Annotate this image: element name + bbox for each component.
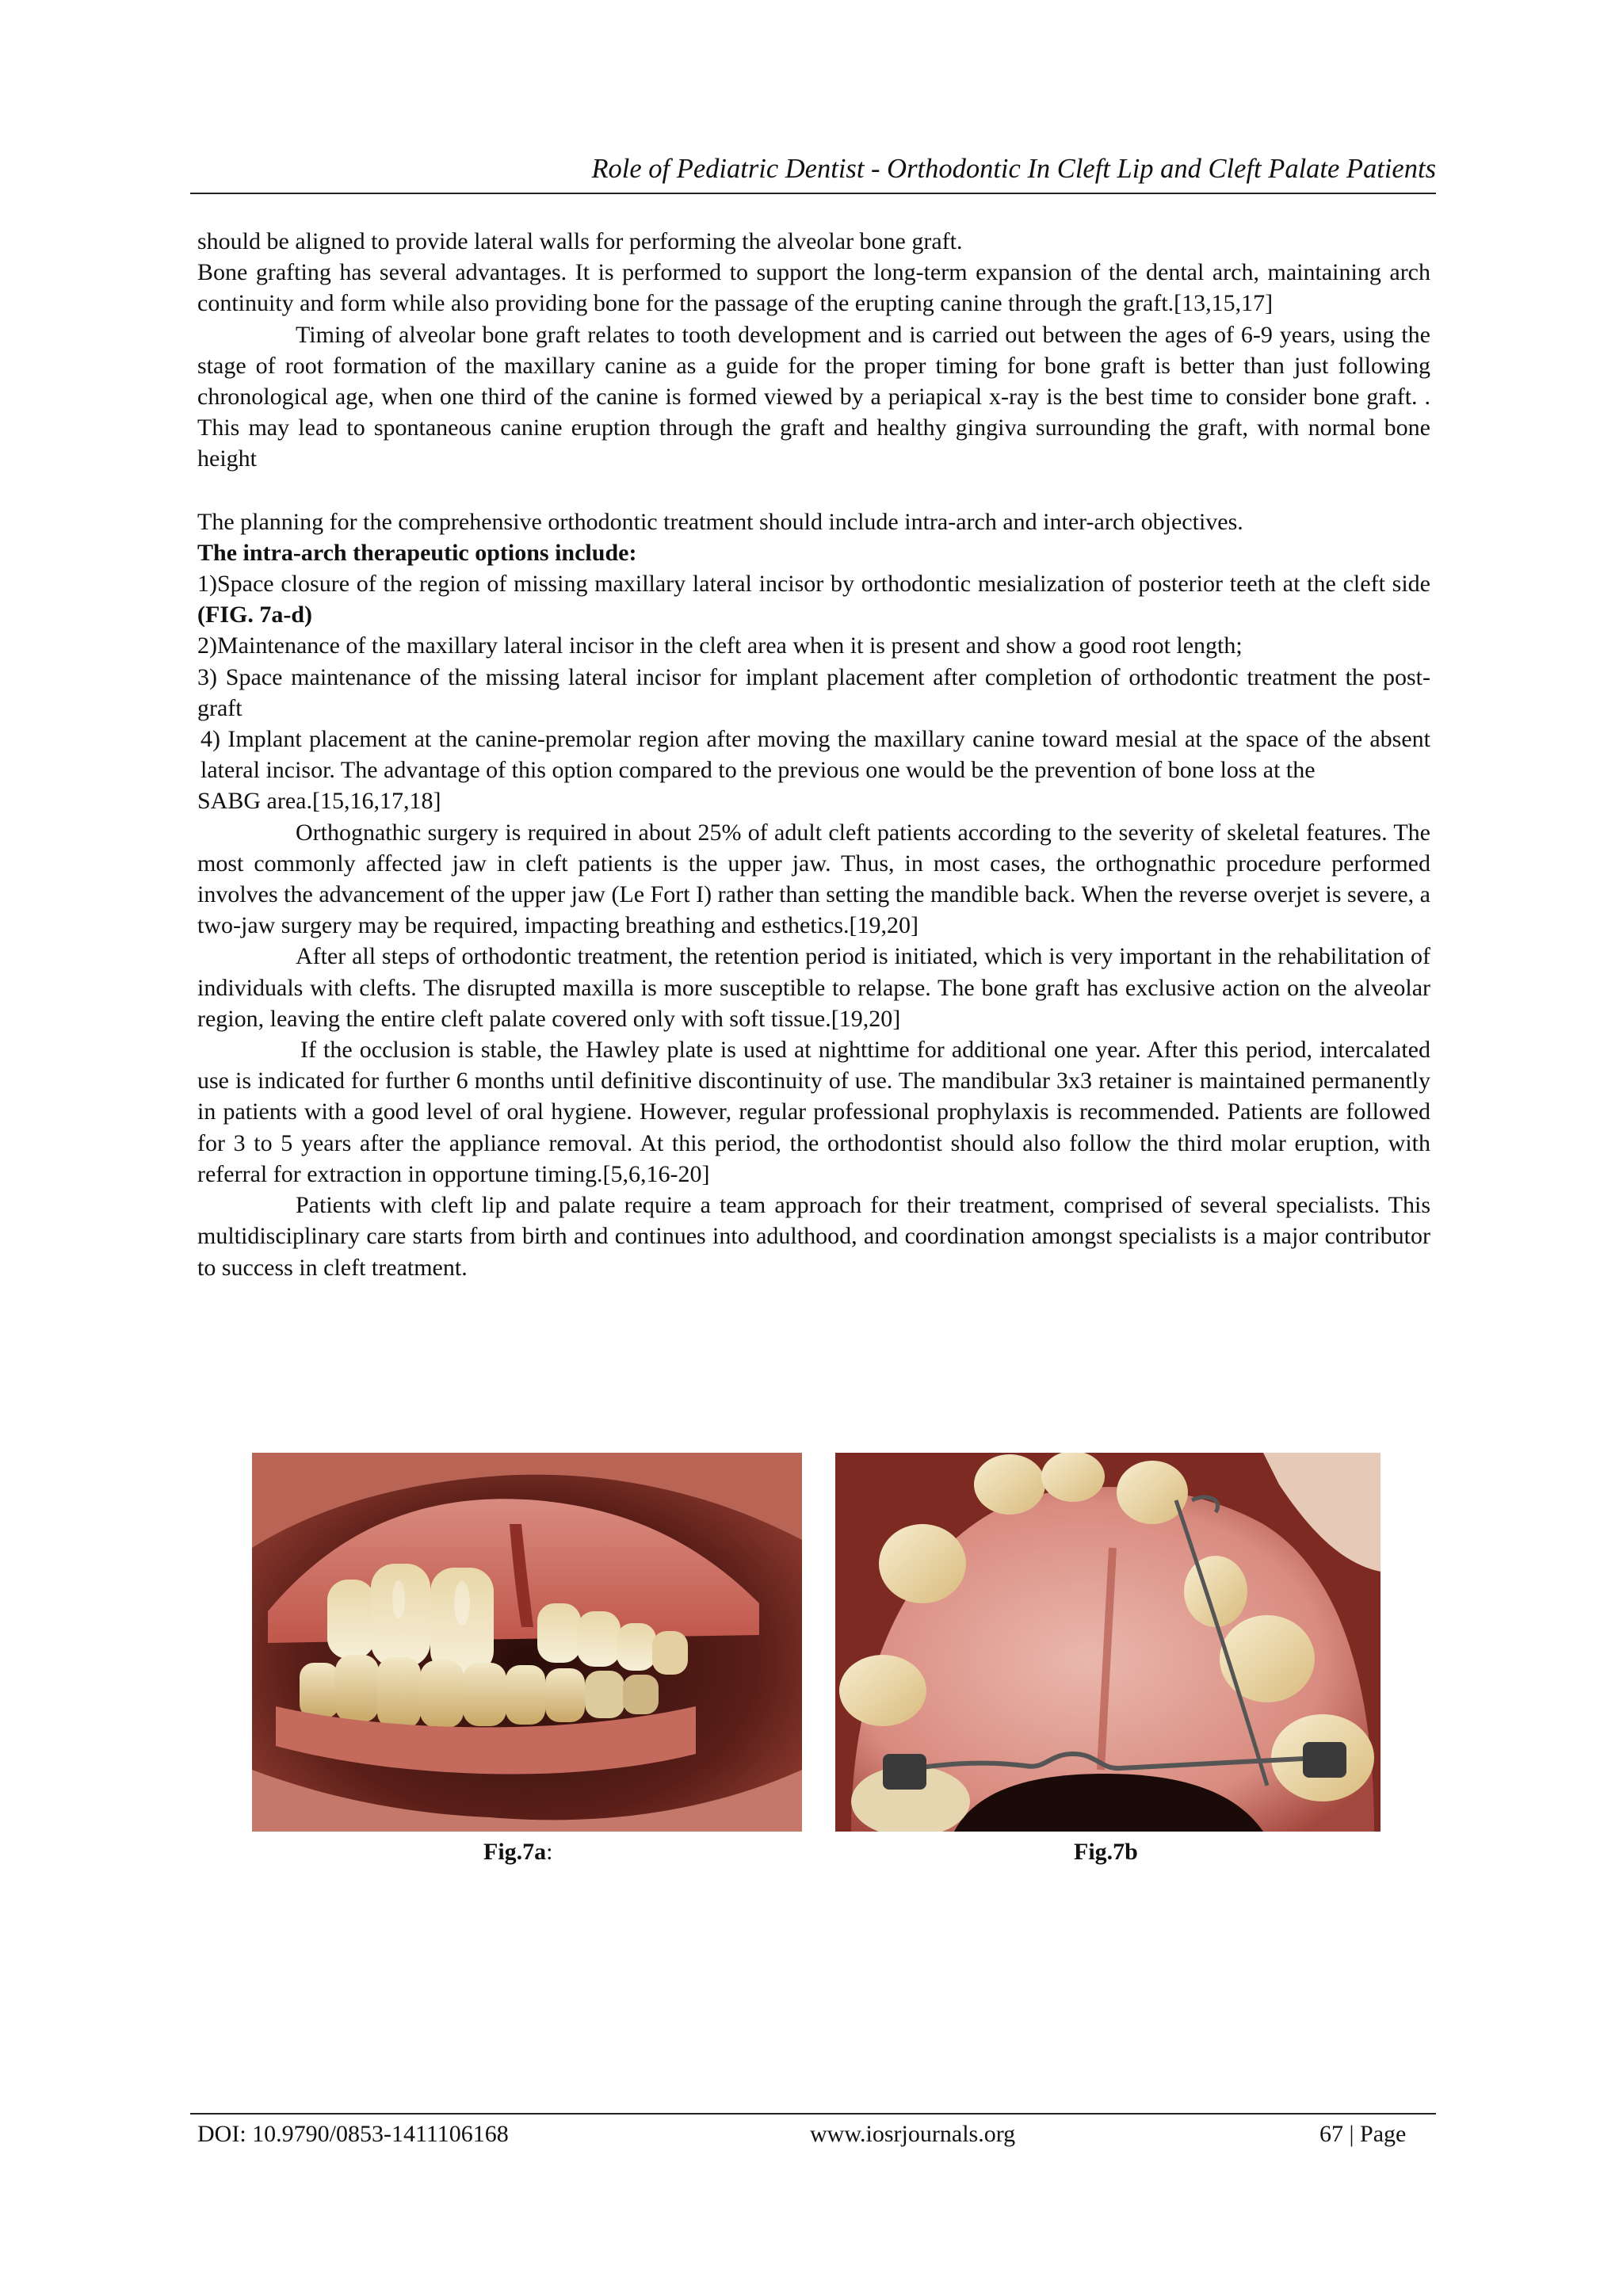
paragraph-graft-timing: Timing of alveolar bone graft relates to tooth development and is carried out between the ages of 6-9 years, using the stage of root formation of the maxillary canine as a guide for the proper timing for bone graft is better than just following chronological age, when one third of the canine is formed viewed by a periapical x-ray is the best time to consider bone graft. . This may lead to spontaneous canine eruption through the graft and healthy gingiva surrounding the graft, with normal bone height (197, 321, 1430, 472)
header-divider (190, 193, 1436, 194)
option-1-text: 1)Space closure of the region of missing maxillary lateral incisor by orthodontic mesialization of posterior teeth at the cleft side (197, 571, 1430, 598)
paragraph-retention: After all steps of orthodontic treatment, the retention period is initiated, which is very important in the rehabilitation of individuals with clefts. The disrupted maxilla is more susceptible to relapse. The bone graft has exclusive action on the alveolar region, leaving the entire cleft palate covered only with soft tissue.[19,20] (197, 943, 1430, 1032)
running-title: Role of Pediatric Dentist - Orthodontic In Cleft Lip and Cleft Palate Patients (591, 154, 1436, 184)
paragraph-team-approach: Patients with cleft lip and palate require a team approach for their treatment, comprised of several specialists. This multidisciplinary care starts from birth and continues into adulthood, and coordination amongst specialists is a major contributor to success in cleft treatment. (197, 1192, 1430, 1281)
option-2: 2)Maintenance of the maxillary lateral incisor in the cleft area when it is present and show a good root length; (197, 632, 1243, 659)
palatal-occlusal-photo (835, 1453, 1381, 1832)
option-4-continued: SABG area.[15,16,17,18] (197, 788, 441, 815)
paragraph-continuation: should be aligned to provide lateral walls for performing the alveolar bone graft. (197, 228, 963, 254)
footer-doi: DOI: 10.9790/0853-1411106168 (197, 2121, 509, 2147)
footer-divider (190, 2113, 1436, 2115)
figure-7a-caption (483, 1836, 553, 1868)
paragraph-hawley: If the occlusion is stable, the Hawley plate is used at nighttime for additional one year. After this period, intercalated use is indicated for further 6 months until definitive discontinuity of use. The mandibular 3x3 retainer is maintained permanently in patients with a good level of oral hygiene. However, regular professional prophylaxis is recommended. Patients are followed for 3 to 5 years after the appliance removal. At this period, the orthodontist should also follow the third molar eruption, with referral for extraction in opportune timing.[5,6,16-20] (197, 1037, 1430, 1187)
figure-7b-photo (835, 1453, 1381, 1832)
section-heading (197, 537, 1430, 568)
intraoral-frontal-photo (252, 1453, 802, 1832)
paragraph-bone-grafting: Bone grafting has several advantages. It is performed to support the long-term expansion of the dental arch, maintaining arch continuity and form while also providing bone for the passage of the erupting canine through the graft.[13,15,17] (197, 259, 1430, 317)
paragraph-planning: The planning for the comprehensive orthodontic treatment should include intra-arch and inter-arch objectives. (197, 508, 1243, 535)
figure-7b-label: Fig.7b (1074, 1839, 1138, 1865)
option-1 (197, 568, 1430, 630)
option-3: 3) Space maintenance of the missing lateral incisor for implant placement after completion of orthodontic treatment the post-graft (197, 663, 1430, 721)
figure-7a-colon: : (546, 1839, 553, 1865)
footer-website: www.iosrjournals.org (810, 2121, 1016, 2147)
option-4: 4) Implant placement at the canine-premolar region after moving the maxillary canine toward mesial at the space of the absent lateral incisor. The advantage of this option compared to the previous one would be the prevention of bone loss at the (200, 726, 1430, 784)
figure-7a-photo (252, 1453, 802, 1832)
article-body (197, 226, 1430, 1283)
paragraph-spacer (197, 475, 1430, 506)
intra-arch-heading: The intra-arch therapeutic options include: (197, 539, 637, 566)
figure-reference: (FIG. 7a-d) (197, 602, 312, 628)
footer-page-number: 67 | Page (1319, 2121, 1407, 2147)
figure-7b-caption (1074, 1836, 1138, 1868)
paragraph-orthognathic: Orthognathic surgery is required in about 25% of adult cleft patients according to the severity of skeletal features. The most commonly affected jaw in cleft patients is the upper jaw. Thus, in most cases, the orthognathic procedure performed involves the advancement of the upper jaw (Le Fort I) rather than setting the mandible back. When the reverse overjet is severe, a two-jaw surgery may be required, impacting breathing and esthetics.[19,20] (197, 819, 1430, 939)
figure-7a-label: Fig.7a (483, 1839, 547, 1865)
